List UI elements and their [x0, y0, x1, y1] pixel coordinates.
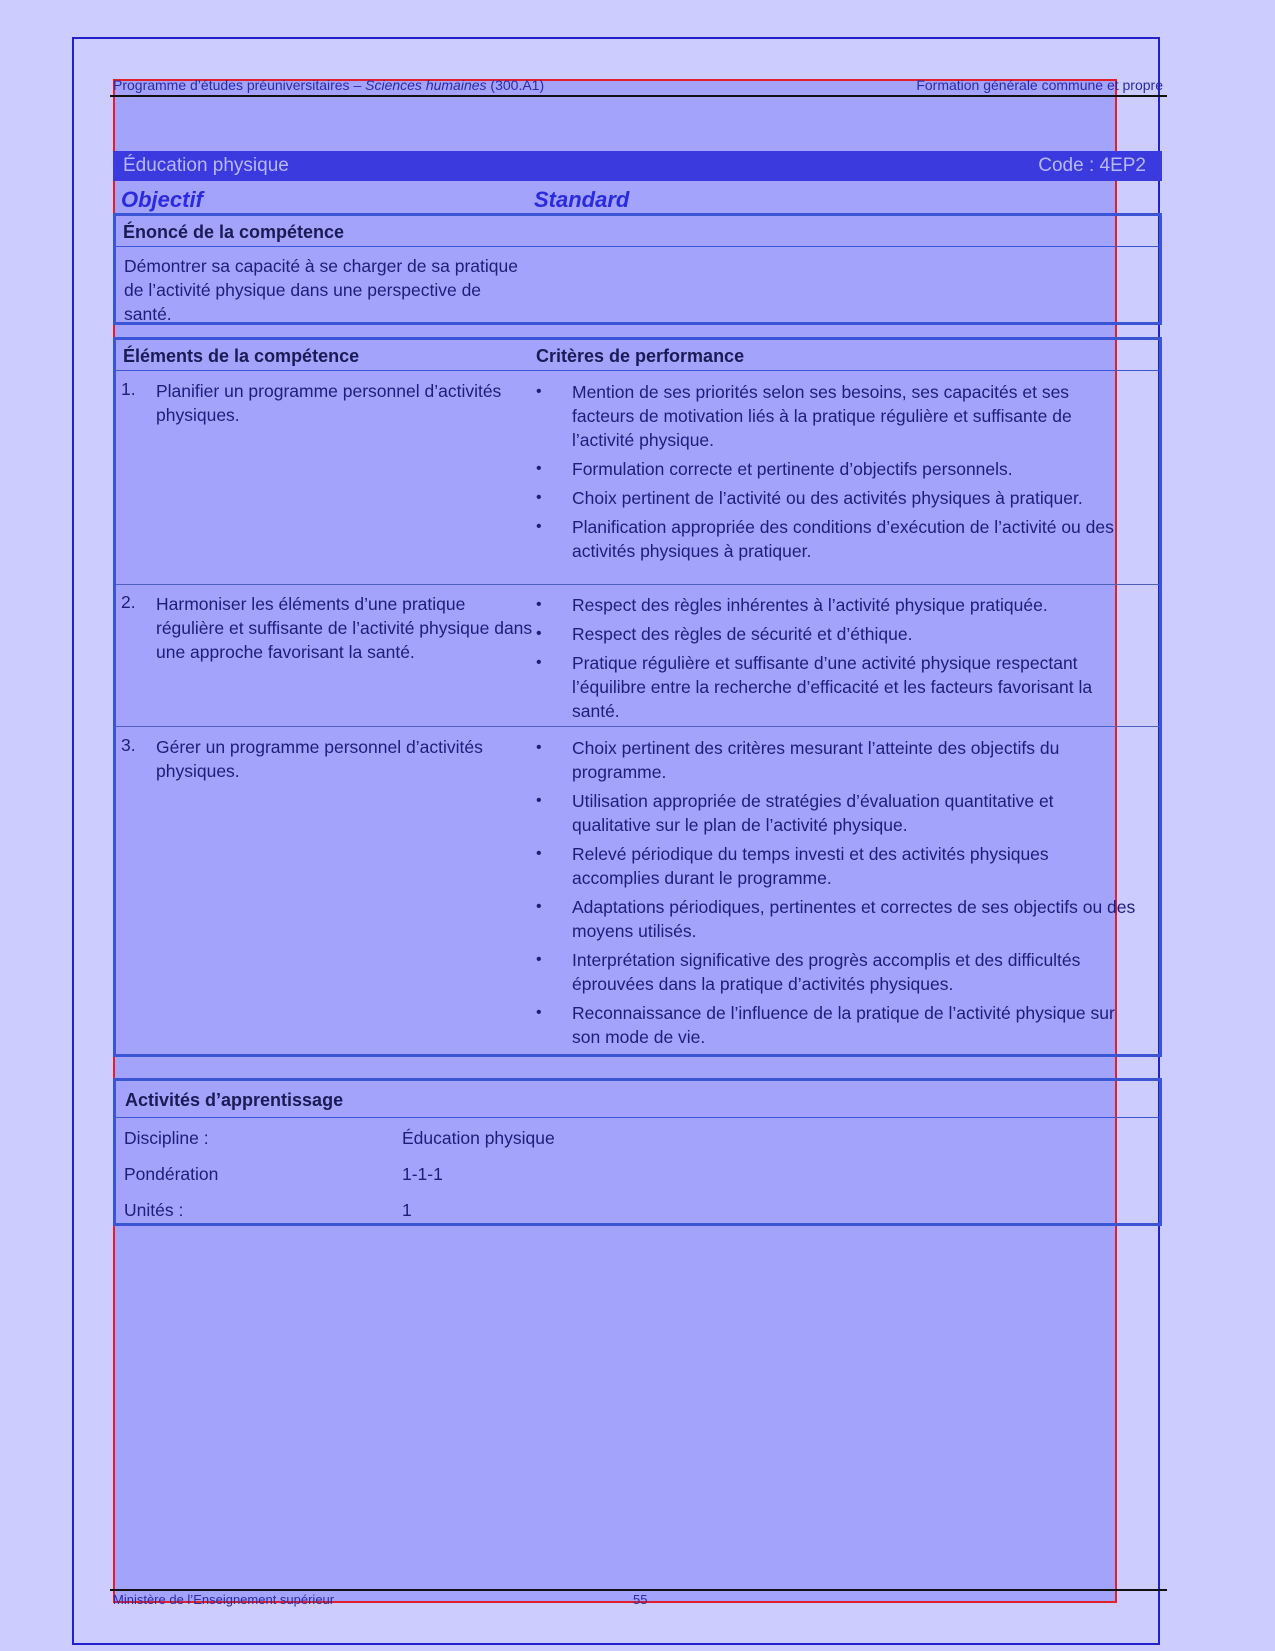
- course-title-bar: [113, 151, 1162, 181]
- element-row: [116, 726, 1159, 1053]
- header-right: Formation générale commune et propre: [916, 77, 1163, 93]
- header-rule: [110, 95, 1167, 97]
- bullet-icon: •: [536, 654, 542, 671]
- footer: [113, 1592, 1117, 1608]
- bullet-icon: •: [536, 596, 542, 613]
- footer-rule: [110, 1589, 1167, 1591]
- running-header: [113, 77, 1163, 95]
- course-code: Code : 4EP2: [1038, 155, 1146, 176]
- criterion-item: • Choix pertinent de l’activité ou des activités physiques à pratiquer.: [536, 488, 1083, 508]
- bullet-icon: •: [536, 518, 542, 535]
- element-row: [116, 371, 1159, 583]
- criterion-item: • Choix pertinent des critères mesurant l’atteinte des objectifs du programme.: [536, 738, 1060, 782]
- bullet-icon: •: [536, 845, 542, 862]
- bullet-icon: •: [536, 383, 542, 400]
- enonce-text: Démontrer sa capacité à se charger de sa pratique de l’activité physique dans une perspective de santé.: [124, 256, 518, 324]
- criterion-item: • Interprétation significative des progrès accomplis et des difficultés éprouvées dans la pratique d’activités physiques.: [536, 950, 1081, 994]
- criterion-item: • Mention de ses priorités selon ses besoins, ses capacités et ses facteurs de motivation liés à la pratique régulière et suffisante de l’activité physique.: [536, 382, 1072, 450]
- objective-standard-row: [113, 185, 1162, 215]
- element-number: 2.: [121, 592, 136, 612]
- element-text: Gérer un programme personnel d’activités physiques.: [156, 737, 483, 781]
- criterion-item: • Utilisation appropriée de stratégies d’évaluation quantitative et qualitative sur le plan de l’activité physique.: [536, 791, 1054, 835]
- activity-value: 1: [402, 1200, 412, 1220]
- activity-value: Éducation physique: [402, 1128, 555, 1148]
- activity-label: Unités :: [124, 1200, 184, 1220]
- header-left: Programme d’études préuniversitaires – Sciences humaines (300.A1): [113, 77, 545, 93]
- criterion-item: • Planification appropriée des conditions d’exécution de l’activité ou des activités physiques à pratiquer.: [536, 517, 1114, 561]
- element-text: Harmoniser les éléments d’une pratique régulière et suffisante de l’activité physique dans une approche favorisant la santé.: [156, 594, 533, 662]
- bullet-icon: •: [536, 625, 542, 642]
- criteria-heading: Critères de performance: [536, 346, 745, 366]
- activity-label: Discipline :: [124, 1128, 209, 1148]
- elements-heading: Éléments de la compétence: [123, 346, 360, 366]
- criterion-item: • Respect des règles inhérentes à l’activité physique pratiquée.: [536, 595, 1048, 615]
- page-number: 55: [633, 1592, 648, 1607]
- objectif-label: Objectif: [121, 187, 203, 212]
- activites-heading-row: [116, 1081, 1159, 1118]
- element-row: [116, 584, 1159, 726]
- standard-label: Standard: [534, 187, 630, 212]
- criterion-item: • Reconnaissance de l’influence de la pratique de l’activité physique sur son mode de vie.: [536, 1003, 1115, 1047]
- activity-value: 1-1-1: [402, 1164, 443, 1184]
- criterion-item: • Relevé périodique du temps investi et des activités physiques accomplies durant le programme.: [536, 844, 1049, 888]
- bullet-icon: •: [536, 460, 542, 477]
- bullet-icon: •: [536, 792, 542, 809]
- bullet-icon: •: [536, 489, 542, 506]
- element-number: 1.: [121, 379, 136, 399]
- criteria-list: [536, 593, 1136, 728]
- criterion-item: • Pratique régulière et suffisante d’une activité physique respectant l’équilibre entre la recherche d’efficacité et les facteurs favorisant la santé.: [536, 653, 1093, 721]
- criteria-list: [536, 736, 1136, 1054]
- elements-section: [113, 337, 1162, 1057]
- criterion-item: • Adaptations périodiques, pertinentes et correctes de ses objectifs ou des moyens utilisés.: [536, 897, 1136, 941]
- bullet-icon: •: [536, 1004, 542, 1021]
- activites-heading: Activités d’apprentissage: [125, 1090, 344, 1110]
- course-title: Éducation physique: [123, 155, 289, 176]
- criterion-item: • Formulation correcte et pertinente d’objectifs personnels.: [536, 459, 1013, 479]
- activites-section: [113, 1078, 1162, 1226]
- elements-heading-row: [116, 340, 1159, 371]
- enonce-heading: Énoncé de la compétence: [123, 222, 345, 242]
- bullet-icon: •: [536, 739, 542, 756]
- criteria-list: [536, 380, 1136, 568]
- criterion-item: • Respect des règles de sécurité et d’éthique.: [536, 624, 913, 644]
- element-text: Planifier un programme personnel d’activités physiques.: [156, 381, 502, 425]
- enonce-section: [113, 213, 1162, 325]
- bullet-icon: •: [536, 898, 542, 915]
- bullet-icon: •: [536, 951, 542, 968]
- activity-label: Pondération: [124, 1164, 219, 1184]
- element-number: 3.: [121, 735, 136, 755]
- footer-ministry: Ministère de l’Enseignement supérieur: [113, 1592, 335, 1607]
- enonce-heading-row: [116, 216, 1159, 247]
